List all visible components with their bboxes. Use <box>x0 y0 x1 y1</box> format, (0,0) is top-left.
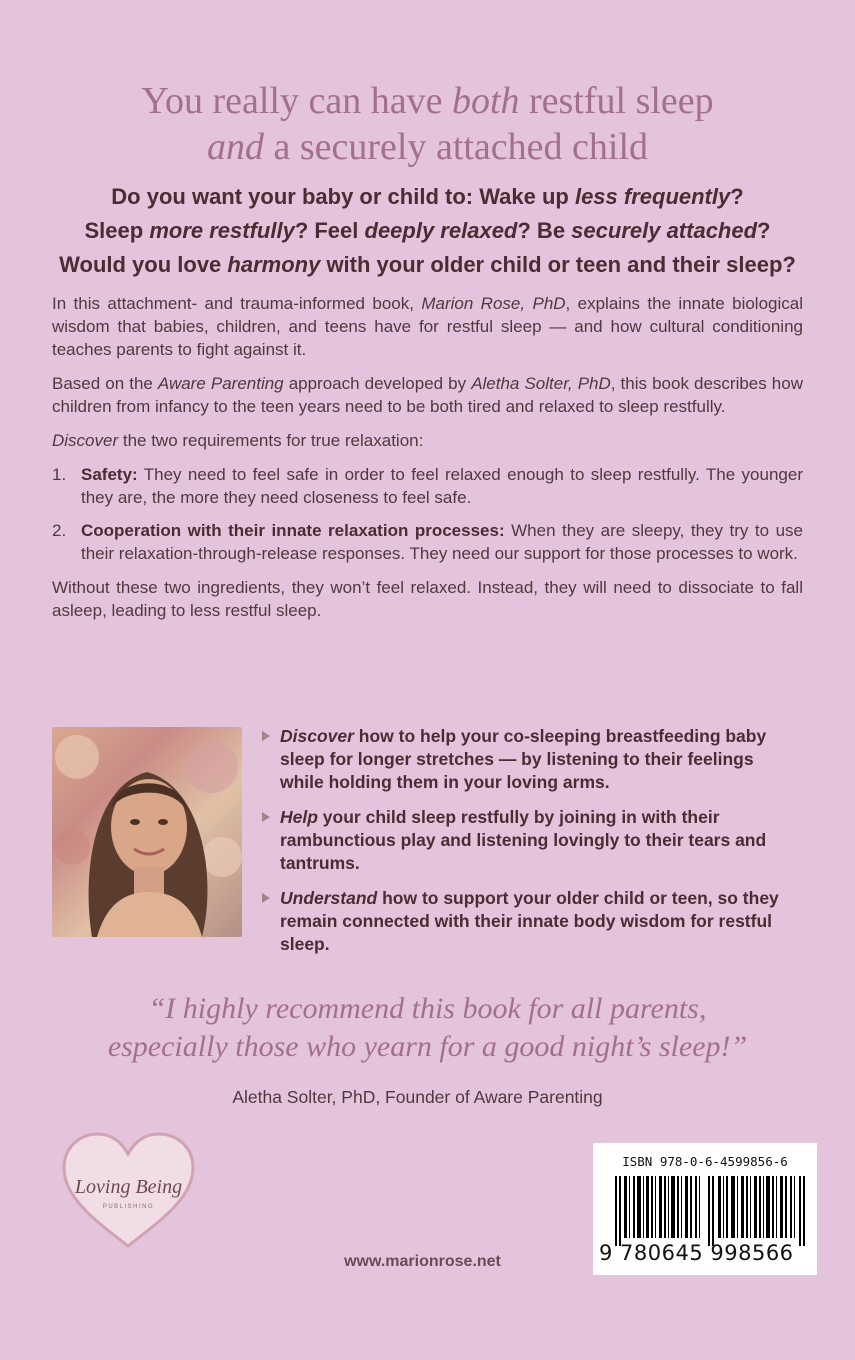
intro-paragraph-3: Discover the two requirements for true relaxation: <box>52 431 424 450</box>
question-3: Would you love harmony with your older child or teen and their sleep? <box>59 252 796 277</box>
headline <box>0 78 855 170</box>
question-2: Sleep more restfully? Feel deeply relaxed? Be securely attached? <box>84 218 771 243</box>
triangle-bullet-icon <box>262 812 270 822</box>
headline-line-1: You really can have both restful sleep <box>141 80 714 122</box>
author-portrait-illustration <box>52 727 242 937</box>
requirements-list <box>52 463 803 565</box>
question-block <box>30 180 825 282</box>
barcode-number: 9 780645 998566 <box>599 1241 794 1265</box>
benefit-item: Understand how to support your older child or teen, so they remain connected with their innate body wisdom for restful sleep. <box>262 887 802 956</box>
body-text <box>52 292 803 633</box>
intro-paragraph-2: Based on the Aware Parenting approach developed by Aletha Solter, PhD, this book describes how children from infancy to the teen years need to be both tired and relaxed to sleep restfully. <box>52 374 803 416</box>
benefit-item: Discover how to help your co-sleeping breastfeeding baby sleep for longer stretches — by listening to their feelings while holding them in your loving arms. <box>262 725 802 794</box>
headline-line-2: and a securely attached child <box>206 126 649 168</box>
intro-paragraph-1: In this attachment- and trauma-informed book, Marion Rose, PhD, explains the innate biological wisdom that babies, children, and teens have for restful sleep — and how cultural conditioning teaches parents to fight against it. <box>52 294 803 359</box>
testimonial-quote: “I highly recommend this book for all parents, especially those who yearn for a good night’s sleep!” <box>107 992 748 1063</box>
publisher-subtitle: PUBLISHING <box>102 1204 155 1210</box>
publisher-name: Loving Being <box>74 1176 183 1198</box>
isbn-label: ISBN 978-0-6-4599856-6 <box>622 1154 788 1169</box>
triangle-bullet-icon <box>262 893 270 903</box>
question-1: Do you want your baby or child to: Wake up less frequently? <box>111 184 744 209</box>
closing-paragraph: Without these two ingredients, they won’t feel relaxed. Instead, they will need to dissociate to fall asleep, leading to less restful sleep. <box>52 578 803 620</box>
quote-attribution: Aletha Solter, PhD, Founder of Aware Parenting <box>232 1087 603 1107</box>
requirement-item: 2. Cooperation with their innate relaxation processes: When they are sleepy, they try to use their relaxation-through-release responses. They need our support for those processes to work. <box>52 521 803 563</box>
isbn-barcode <box>593 1143 817 1275</box>
author-photo <box>52 727 242 937</box>
triangle-bullet-icon <box>262 731 270 741</box>
website-url[interactable]: www.marionrose.net <box>344 1253 501 1270</box>
benefit-item: Help your child sleep restfully by joining in with their rambunctious play and listening lovingly to their tears and tantrums. <box>262 806 802 875</box>
publisher-logo <box>56 1126 201 1256</box>
requirement-item: 1. Safety: They need to feel safe in order to feel relaxed enough to sleep restfully. The younger they are, the more they need closeness to feel safe. <box>52 465 803 507</box>
benefits-list <box>262 725 802 968</box>
barcode-bars <box>615 1176 805 1246</box>
